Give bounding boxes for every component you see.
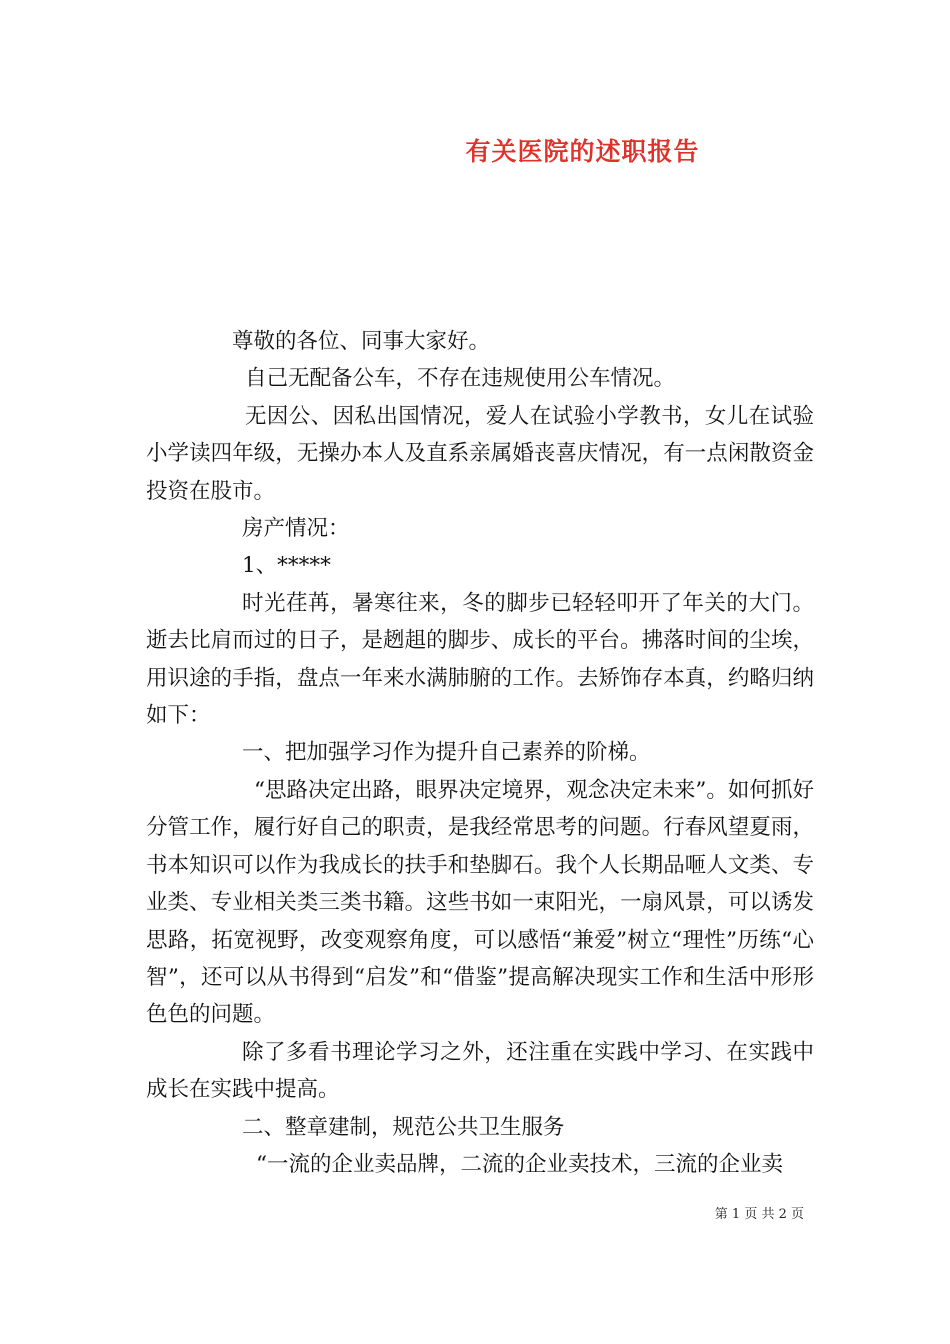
paragraph-family: 无因公、因私出国情况，爱人在试验小学教书，女儿在试验小学读四年级，无操办本人及直系亲属婚丧喜庆情况，有一点闲散资金投资在股市。: [146, 403, 814, 504]
paragraph-property-heading: 房产情况：: [242, 516, 350, 542]
paragraph-vehicle: 自己无配备公车，不存在违规使用公车情况。: [245, 366, 676, 392]
paragraph-property-item: 1、*****: [242, 553, 331, 579]
section-heading-2: 二、整章建制，规范公共卫生服务: [242, 1114, 565, 1140]
document-title: 有关医院的述职报告: [465, 137, 700, 166]
paragraph-study: “思路决定出路，眼界决定境界，观念决定未来”。如何抓好分管工作，履行好自己的职责，是我经常思考的问题。行春风望夏雨，书本知识可以作为我成长的扶手和垫脚石。我个人长期品咂人文类、专业类、专业相关类三类书籍。这些书如一束阳光，一扇风景，可以诱发思路，拓宽视野，改变观察角度，可以感悟“兼爱”树立“理性”历练“心智”，还可以从书得到“启发”和“借鉴”提高解决现实工作和生活中形形色色的问题。: [146, 777, 814, 1028]
paragraph-intro: 时光荏苒，暑寒往来，冬的脚步已轻轻叩开了年关的大门。逝去比肩而过的日子，是趔趄的脚步、成长的平台。拂落时间的尘埃，用识途的手指，盘点一年来水满肺腑的工作。去矫饰存本真，约略归纳如下：: [146, 590, 814, 729]
document-body: [146, 323, 814, 1183]
paragraph-practice: 除了多看书理论学习之外，还注重在实践中学习、在实践中成长在实践中提高。: [146, 1039, 814, 1103]
paragraph-enterprise: “一流的企业卖品牌，二流的企业卖技术，三流的企业卖: [256, 1151, 783, 1177]
paragraph-greeting: 尊敬的各位、同事大家好。: [232, 329, 491, 354]
section-heading-1: 一、把加强学习作为提升自己素养的阶梯。: [242, 740, 651, 766]
page-footer: 第 1 页 共 2 页: [714, 1207, 804, 1222]
